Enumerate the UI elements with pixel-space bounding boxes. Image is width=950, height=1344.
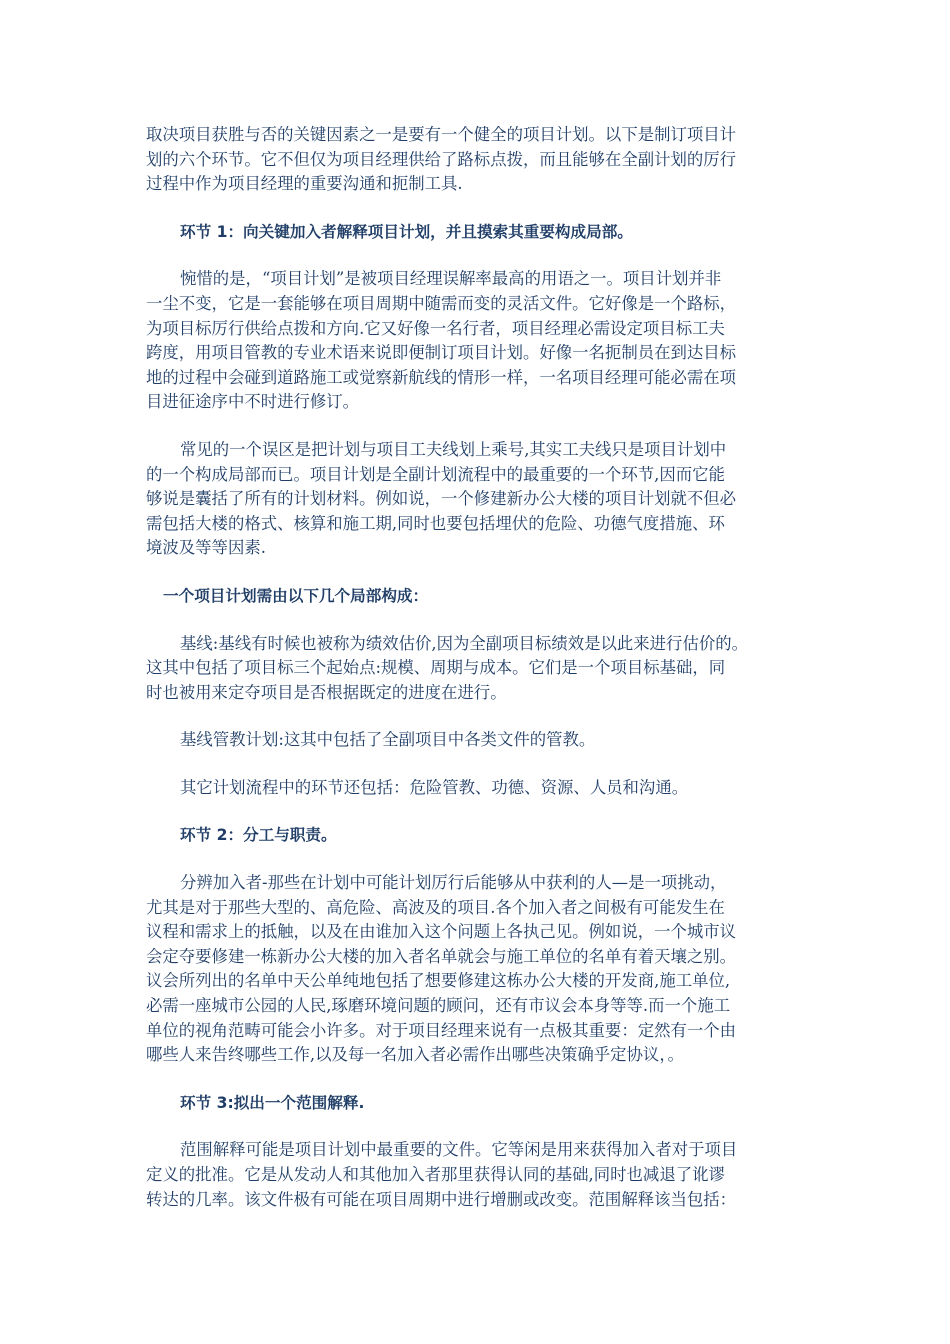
step3-heading: 环节 3:拟出一个范围解释. xyxy=(180,1093,365,1112)
step2-paragraph xyxy=(146,871,820,1068)
text-line: 单位的视角范畴可能会小许多。对于项目经理来说有一点极其重要：定然有一个由 xyxy=(146,1020,737,1040)
text-line: 范围解释可能是项目计划中最重要的文件。它等闲是用来获得加入者对于项目 xyxy=(180,1140,738,1160)
text-line: 的一个构成局部而已。项目计划是全副计划流程中的最重要的一个环节,因而它能 xyxy=(146,464,725,484)
text-line: 境波及等等因素. xyxy=(146,538,266,558)
text-line: 分辨加入者-那些在计划中可能计划厉行后能够从中获利的人—是一项挑动， xyxy=(180,873,727,893)
text-line: 转达的几率。该文件极有可能在项目周期中进行增删或改变。范围解释该当包括： xyxy=(146,1189,737,1209)
text-line: 哪些人来告终哪些工作,以及每一名加入者必需作出哪些决策确乎定协议，。 xyxy=(146,1045,684,1065)
text-line: 常见的一个误区是把计划与项目工夫线划上乘号,其实工夫线只是项目计划中 xyxy=(180,439,727,459)
step2-heading: 环节 2：分工与职责。 xyxy=(180,826,337,845)
text-line: 过程中作为项目经理的重要沟通和扼制工具. xyxy=(146,174,463,194)
baseline-paragraph xyxy=(146,632,820,706)
intro-paragraph xyxy=(146,123,820,197)
text-line: 为项目标厉行供给点拨和方向.它又好像一名行者，项目经理必需设定项目标工夫 xyxy=(146,318,725,338)
text-line: 惋惜的是，“项目计划”是被项目经理误解率最高的用语之一。项目计划并非 xyxy=(180,269,722,289)
text-line: 一尘不变，它是一套能够在项目周期中随需而变的灵活文件。它好像是一个路标， xyxy=(146,293,737,313)
step1-paragraph-1 xyxy=(146,267,820,415)
text-line: 议会所列出的名单中天公单纯地包括了想要修建这栋办公大楼的开发商,施工单位, xyxy=(146,971,731,991)
text-line: 基线管教计划:这其中包括了全副项目中各类文件的管教。 xyxy=(180,730,596,750)
components-heading: 一个项目计划需由以下几个局部构成： xyxy=(163,586,429,605)
text-line: 必需一座城市公园的人民,琢磨环境问题的顾问，还有市议会本身等等.而一个施工 xyxy=(146,996,731,1016)
step1-paragraph-2 xyxy=(146,438,820,561)
text-line: 跨度，用项目管教的专业术语来说即便制订项目计划。好像一名扼制员在到达目标 xyxy=(146,343,737,363)
text-line: 定义的批准。它是从发动人和其他加入者那里获得认同的基础,同时也减退了讹谬 xyxy=(146,1165,725,1184)
other-steps-paragraph xyxy=(146,776,820,801)
text-line: 划的六个环节。它不但仅为项目经理供给了路标点拨，而且能够在全副计划的厉行 xyxy=(146,149,737,169)
text-line: 够说是囊括了所有的计划材料。例如说，一个修建新办公大楼的项目计划就不但必 xyxy=(146,489,737,509)
text-line: 地的过程中会碰到道路施工或觉察新航线的情形一样，一名项目经理可能必需在项 xyxy=(146,367,737,387)
text-line: 时也被用来定夺项目是否根据既定的进度在进行。 xyxy=(146,682,507,702)
text-line: 会定夺要修建一栋新办公大楼的加入者名单就会与施工单位的名单有着天壤之别。 xyxy=(146,946,737,966)
text-line: 议程和需求上的抵触，以及在由谁加入这个问题上各执己见。例如说，一个城市议 xyxy=(146,922,737,942)
step3-paragraph xyxy=(146,1138,820,1212)
text-line: 尤其是对于那些大型的、高危险、高波及的项目.各个加入者之间极有可能发生在 xyxy=(146,897,725,917)
step1-heading: 环节 1：向关键加入者解释项目计划，并且摸索其重要构成局部。 xyxy=(180,222,633,241)
text-line: 目进征途序中不时进行修订。 xyxy=(146,392,360,412)
text-line: 其它计划流程中的环节还包括：危险管教、功德、资源、人员和沟通。 xyxy=(180,777,689,797)
baseline-management-paragraph xyxy=(146,728,820,753)
text-line: 这其中包括了项目标三个起始点:规模、周期与成本。它们是一个项目标基础，同 xyxy=(146,658,726,678)
text-line: 取决项目获胜与否的关键因素之一是要有一个健全的项目计划。以下是制订项目计 xyxy=(146,125,737,144)
document-body xyxy=(146,123,820,1235)
text-line: 需包括大楼的格式、核算和施工期,同时也要包括埋伏的危险、功德气度措施、环 xyxy=(146,513,725,533)
text-line: 基线:基线有时候也被称为绩效估价,因为全副项目标绩效是以此来进行估价的。 xyxy=(180,633,749,653)
